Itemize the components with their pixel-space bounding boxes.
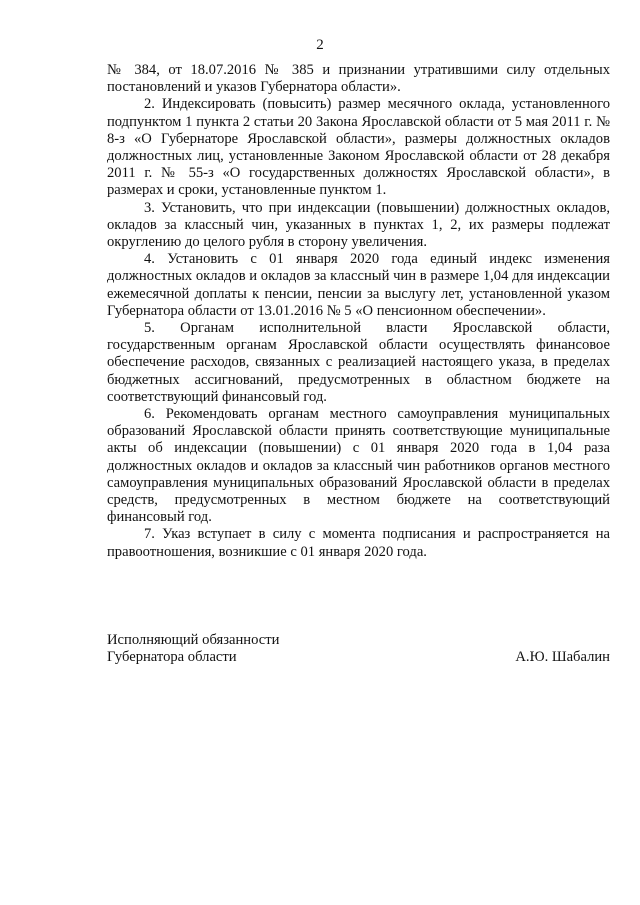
signature-block bbox=[107, 632, 610, 666]
signatory-title-line2: Губернатора области bbox=[107, 649, 237, 666]
signatory-name: А.Ю. Шабалин bbox=[515, 649, 610, 666]
paragraph-item-6: 6. Рекомендовать органам местного самоуправления муниципальных образований Ярославской области принять соответствующие муниципальные акты об индексации (повышении) с 01 января 2020 года в 1,04 раза должностных окладов и окладов за классный чин работников органов местного самоуправления муниципальных образований Ярославской области в пределах средств, предусмотренных в местном бюджете на соответствующий финансовый год. bbox=[107, 406, 610, 526]
signature-line bbox=[107, 649, 610, 666]
signatory-title-line1: Исполняющий обязанности bbox=[107, 632, 280, 648]
paragraph-item-5: 5. Органам исполнительной власти Ярославской области, государственным органам Ярославской области осуществлять финансовое обеспечение расходов, связанных с реализацией настоящего указа, в пределах бюджетных ассигнований, предусмотренных в областном бюджете на соответствующий финансовый год. bbox=[107, 320, 610, 405]
paragraph-item-2: 2. Индексировать (повысить) размер месячного оклада, установленного подпунктом 1 пункта 2 статьи 20 Закона Ярославской области от 5 мая 2011 г. № 8-з «О Губернаторе Ярославской области», размеры должностных окладов должностных лиц, установленные Законом Ярославской области от 28 декабря 2011 г. № 55-з «О государственных должностях Ярославской области», в размерах и сроки, установленные пунктом 1. bbox=[107, 96, 610, 199]
page-number: 2 bbox=[316, 37, 324, 53]
decree-body bbox=[107, 62, 610, 561]
paragraph-continuation: № 384, от 18.07.2016 № 385 и признании утратившими силу отдельных постановлений и указов Губернатора области». bbox=[107, 62, 610, 96]
paragraph-item-4: 4. Установить с 01 января 2020 года единый индекс изменения должностных окладов и окладов за классный чин в размере 1,04 для индексации ежемесячной доплаты к пенсии, пенсии за выслугу лет, установленной указом Губернатора области от 13.01.2016 № 5 «О пенсионном обеспечении». bbox=[107, 251, 610, 319]
paragraph-item-7: 7. Указ вступает в силу с момента подписания и распространяется на правоотношения, возникшие с 01 января 2020 года. bbox=[107, 526, 610, 560]
paragraph-item-3: 3. Установить, что при индексации (повышении) должностных окладов, окладов за классный чин, указанных в пунктах 1, 2, их размеры подлежат округлению до целого рубля в сторону увеличения. bbox=[107, 199, 610, 251]
